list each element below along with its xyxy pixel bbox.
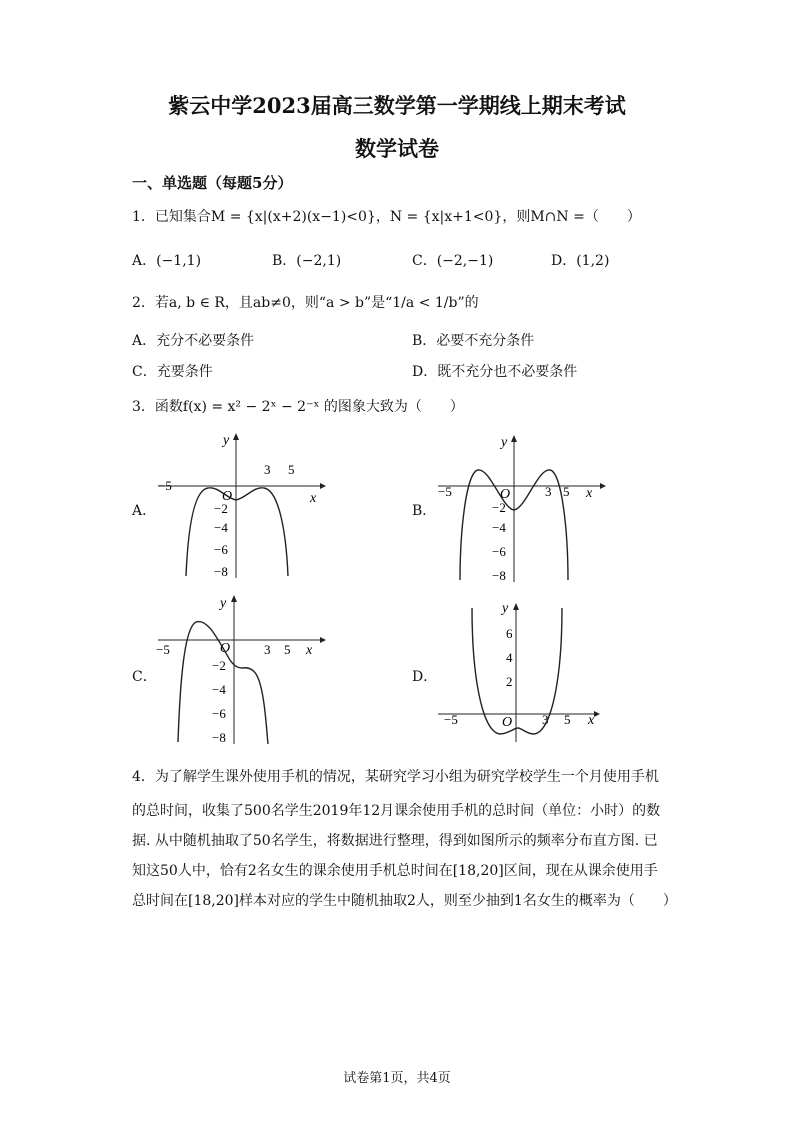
x-axis-label: x	[306, 643, 313, 658]
svg-text:5: 5	[564, 712, 571, 727]
q3-label-a: A．	[132, 503, 157, 519]
svg-text:−8: −8	[492, 568, 506, 583]
svg-text:−4: −4	[212, 682, 226, 697]
svg-text:−5: −5	[444, 712, 458, 727]
x-axis-label: x	[310, 491, 317, 506]
svg-text:−2: −2	[212, 658, 226, 673]
svg-text:−8: −8	[212, 730, 226, 745]
svg-text:6: 6	[506, 626, 513, 641]
svg-text:−8: −8	[214, 564, 228, 579]
question-4-line-4: 知这50人中，恰有2名女生的课余使用手机总时间在[18,20]区间，现在从课余使用手	[132, 863, 658, 879]
y-axis-label: y	[502, 601, 509, 616]
svg-text:3: 3	[542, 712, 549, 727]
curve-a	[186, 488, 288, 576]
page-footer: 试卷第1页，共4页	[343, 1071, 451, 1086]
question-4-line-1: 4．为了解学生课外使用手机的情况，某研究学习小组为研究学校学生一个月使用手机	[132, 769, 659, 785]
svg-text:−6: −6	[492, 544, 506, 559]
question-3-stem: 3．函数f(x) = x² − 2ˣ − 2⁻ˣ 的图象大致为（ ）	[132, 399, 464, 415]
q3-label-d: D．	[412, 669, 438, 685]
svg-text:3: 3	[264, 462, 271, 477]
q2-option-b: B．必要不充分条件	[412, 333, 535, 349]
question-1-stem: 1．已知集合M = {x|(x+2)(x−1)<0}，N = {x|x+1<0}，则M∩N =（ ）	[132, 209, 641, 225]
graph-a	[150, 428, 330, 587]
origin-label: O	[502, 715, 513, 730]
q3-label-b: B．	[412, 503, 437, 519]
svg-text:−2: −2	[214, 501, 228, 516]
q1-option-a: A．(−1,1)	[132, 253, 202, 269]
svg-text:−6: −6	[212, 706, 226, 721]
question-4-line-2: 的总时间，收集了500名学生2019年12月课余使用手机的总时间（单位：小时）的数	[132, 803, 661, 819]
graph-b	[430, 432, 610, 591]
question-2-stem: 2．若a, b ∈ R，且ab≠0，则“a > b”是“1/a < 1/b”的	[132, 295, 479, 311]
page-title: 紫云中学2023届高三数学第一学期线上期末考试	[168, 93, 626, 118]
question-4-line-3: 据. 从中随机抽取了50名学生，将数据进行整理，得到如图所示的频率分布直方图. 已	[132, 833, 658, 849]
section-heading: 一、单选题（每题5分）	[132, 174, 293, 192]
curve-d	[472, 608, 562, 734]
y-axis-label: y	[501, 435, 508, 450]
svg-text:3: 3	[264, 642, 271, 657]
q2-option-c: C．充要条件	[132, 364, 213, 380]
question-4-line-5: 总时间在[18,20]样本对应的学生中随机抽取2人，则至少抽到1名女生的概率为（ ）	[132, 893, 677, 909]
svg-text:2: 2	[506, 674, 513, 689]
svg-text:−4: −4	[214, 520, 228, 535]
q1-option-c: C．(−2,−1)	[412, 253, 494, 269]
q2-option-d: D．既不充分也不必要条件	[412, 364, 578, 380]
svg-text:3: 3	[545, 484, 552, 499]
svg-text:−5: −5	[438, 484, 452, 499]
svg-text:−4: −4	[492, 520, 506, 535]
svg-text:−5: −5	[156, 642, 170, 657]
svg-text:5: 5	[563, 484, 570, 499]
svg-text:4: 4	[506, 650, 513, 665]
page-subtitle: 数学试卷	[355, 136, 439, 161]
svg-text:5: 5	[284, 642, 291, 657]
q1-option-b: B．(−2,1)	[272, 253, 342, 269]
origin-label: O	[220, 641, 231, 656]
graph-d	[430, 596, 610, 755]
y-axis-label: y	[223, 433, 230, 448]
svg-text:5: 5	[288, 462, 295, 477]
q1-option-d: D．(1,2)	[551, 253, 610, 269]
svg-text:−2: −2	[492, 500, 506, 515]
x-axis-label: x	[588, 713, 595, 728]
graph-c	[150, 594, 330, 753]
x-axis-label: x	[586, 486, 593, 501]
q3-label-c: C．	[132, 669, 157, 685]
svg-text:−6: −6	[214, 542, 228, 557]
origin-label: O	[500, 487, 511, 502]
origin-label: O	[222, 489, 233, 504]
svg-text:−5: −5	[158, 478, 172, 493]
y-axis-label: y	[220, 596, 227, 611]
q2-option-a: A．充分不必要条件	[132, 333, 255, 349]
